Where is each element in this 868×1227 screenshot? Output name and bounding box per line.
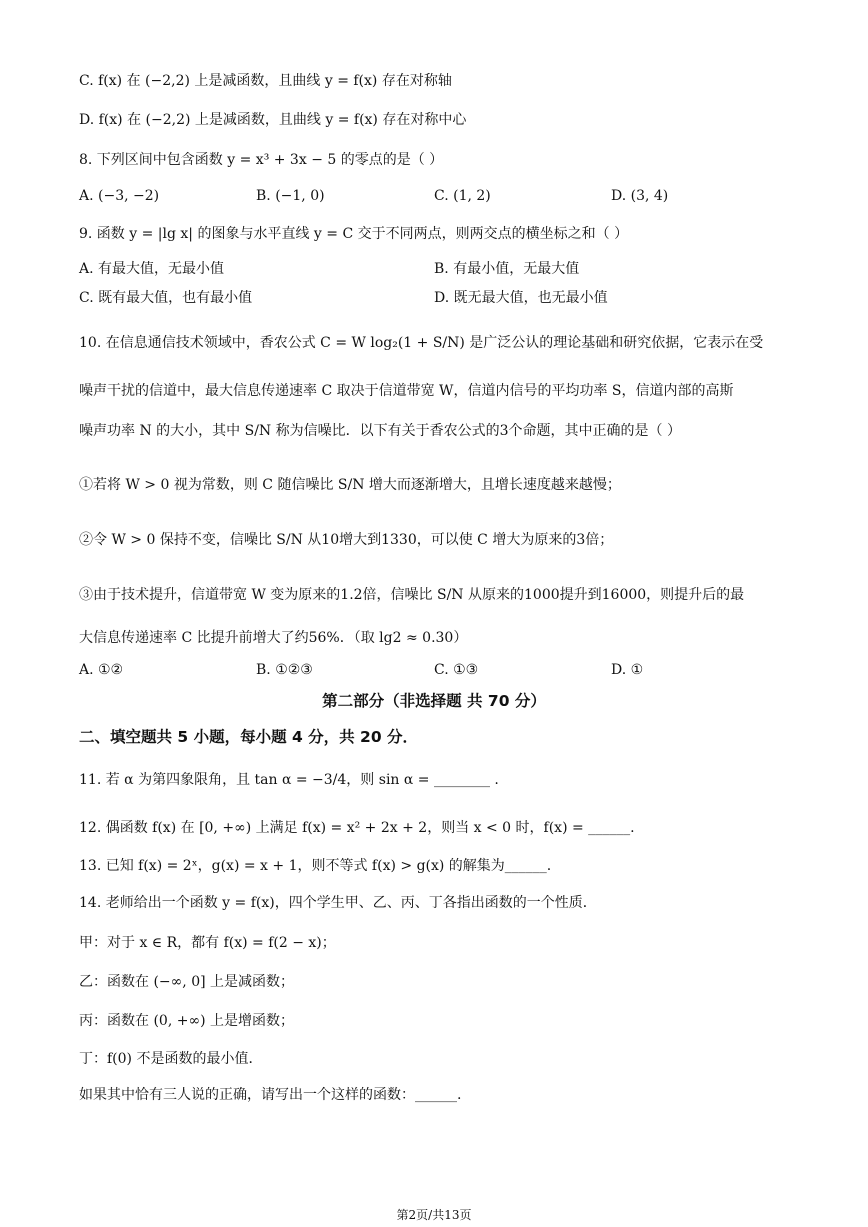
q9-option-b: B. 有最小值，无最大值 [434,261,580,277]
q10-option-a: A. ①② [79,662,124,678]
q10-item1: ①若将 W > 0 视为常数，则 C 随信噪比 S/N 增大而逐渐增大，且增长速度越来越慢； [79,477,621,493]
q11: 11. 若 α 为第四象限角，且 tan α = −3/4，则 sin α = ________ . [79,772,499,788]
q14-ask: 如果其中恰有三人说的正确，请写出一个这样的函数：______. [79,1087,462,1103]
q8-option-a: A. (−3, −2) [79,188,160,204]
q8-option-b: B. (−1, 0) [256,188,325,204]
q14-yi: 乙：函数在 (−∞, 0] 上是减函数； [79,974,295,990]
q8-option-c: C. (1, 2) [434,188,491,204]
q9-option-c: C. 既有最大值，也有最小值 [79,290,253,306]
q10-option-c: C. ①③ [434,662,479,678]
q12: 12. 偶函数 f(x) 在 [0, +∞) 上满足 f(x) = x² + 2x + 2，则当 x < 0 时，f(x) = ______. [79,820,635,836]
q9-stem: 9. 函数 y = |lg x| 的图象与水平直线 y = C 交于不同两点，则两交点的横坐标之和（ ） [79,226,629,242]
q14-jia: 甲：对于 x ∈ R，都有 f(x) = f(2 − x)； [79,935,336,951]
part2-title: 第二部分（非选择题 共 70 分） [322,692,546,710]
q10-line3: 噪声功率 N 的大小，其中 S/N 称为信噪比．以下有关于香农公式的3个命题，其中正确的是（ ） [79,423,681,439]
q8-stem: 8. 下列区间中包含函数 y = x³ + 3x − 5 的零点的是（ ） [79,152,444,168]
q10-item3a: ③由于技术提升，信道带宽 W 变为原来的1.2倍，信噪比 S/N 从原来的1000提升到16000，则提升后的最 [79,587,745,603]
q9-option-d: D. 既无最大值，也无最小值 [434,290,608,306]
q14-stem: 14. 老师给出一个函数 y = f(x)，四个学生甲、乙、丙、丁各指出函数的一个性质． [79,895,597,911]
q10-option-b: B. ①②③ [256,662,313,678]
q10-line1: 10. 在信息通信技术领域中，香农公式 C = W log₂(1 + S/N) 是广泛公认的理论基础和研究依据，它表示在受 [79,335,764,351]
q7-option-c: C. f(x) 在 (−2,2) 上是减函数，且曲线 y = f(x) 存在对称轴 [79,73,452,89]
q10-line2: 噪声干扰的信道中，最大信息传递速率 C 取决于信道带宽 W，信道内信号的平均功率 S，信道内部的高斯 [79,383,734,399]
q7-option-d: D. f(x) 在 (−2,2) 上是减函数，且曲线 y = f(x) 存在对称中心 [79,112,467,128]
q13: 13. 已知 f(x) = 2ˣ，g(x) = x + 1，则不等式 f(x) > g(x) 的解集为______. [79,858,552,874]
q10-item2: ②令 W > 0 保持不变，信噪比 S/N 从10增大到1330，可以使 C 增大为原来的3倍； [79,532,614,548]
q14-ding: 丁：f(0) 不是函数的最小值． [79,1051,263,1067]
section-heading: 二、填空题共 5 小题，每小题 4 分，共 20 分． [79,728,419,746]
q10-item3b: 大信息传递速率 C 比提升前增大了约56%．（取 lg2 ≈ 0.30） [79,630,468,646]
q8-option-d: D. (3, 4) [611,188,669,204]
q14-bing: 丙：函数在 (0, +∞) 上是增函数； [79,1013,295,1029]
q9-option-a: A. 有最大值，无最小值 [79,261,225,277]
q10-option-d: D. ① [611,662,644,678]
page-footer: 第2页/共13页 [396,1208,472,1222]
